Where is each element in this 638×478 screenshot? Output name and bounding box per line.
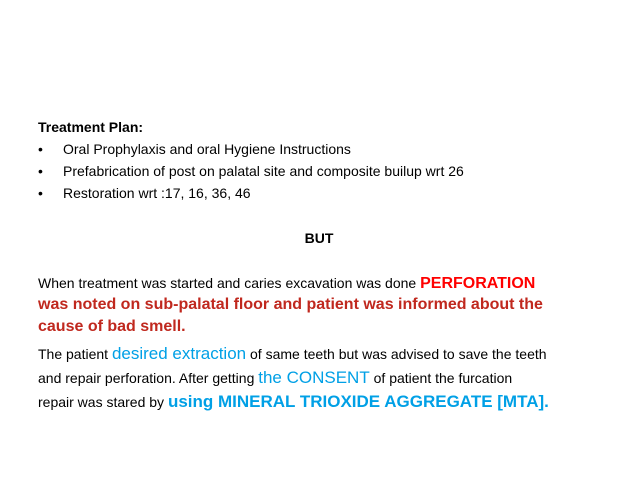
bullet-icon: •: [38, 163, 43, 179]
perforation-highlight: PERFORATION: [420, 275, 536, 292]
bad-smell-highlight: cause of bad smell.: [38, 318, 186, 335]
paragraph-line: [38, 294, 603, 316]
bullet-icon: •: [38, 141, 43, 157]
desired-extraction-highlight: desired extraction: [111, 344, 247, 363]
bullet-icon: •: [38, 185, 43, 201]
perforation-paragraph: [38, 272, 603, 338]
paragraph-text: The patient: [38, 346, 112, 362]
paragraph-text: repair was stared by: [38, 394, 168, 410]
paragraph-text: When treatment was started and caries excavation was done: [38, 275, 421, 291]
paragraph-line: [38, 366, 603, 390]
consent-highlight: the CONSENT: [258, 368, 370, 387]
paragraph-text: of patient the furcation: [369, 370, 513, 386]
mta-highlight: using MINERAL TRIOXIDE AGGREGATE [MTA].: [167, 392, 549, 411]
plan-item-text: Restoration wrt :17, 16, 36, 46: [63, 185, 251, 201]
consent-paragraph: [38, 342, 603, 414]
paragraph-line: [38, 316, 603, 338]
treatment-plan-heading: Treatment Plan:: [38, 119, 144, 135]
plan-item-text: Oral Prophylaxis and oral Hygiene Instructions: [63, 141, 351, 157]
paragraph-line: [38, 390, 603, 414]
paragraph-line: [38, 272, 603, 294]
perforation-note-highlight: was noted on sub-palatal floor and patient was informed about the: [38, 296, 543, 313]
paragraph-text: and repair perforation. After getting: [38, 370, 259, 386]
paragraph-text: of same teeth but was advised to save the teeth: [246, 346, 547, 362]
plan-item-text: Prefabrication of post on palatal site and composite builup wrt 26: [63, 163, 464, 179]
but-heading: BUT: [304, 230, 334, 246]
paragraph-line: [38, 342, 603, 366]
